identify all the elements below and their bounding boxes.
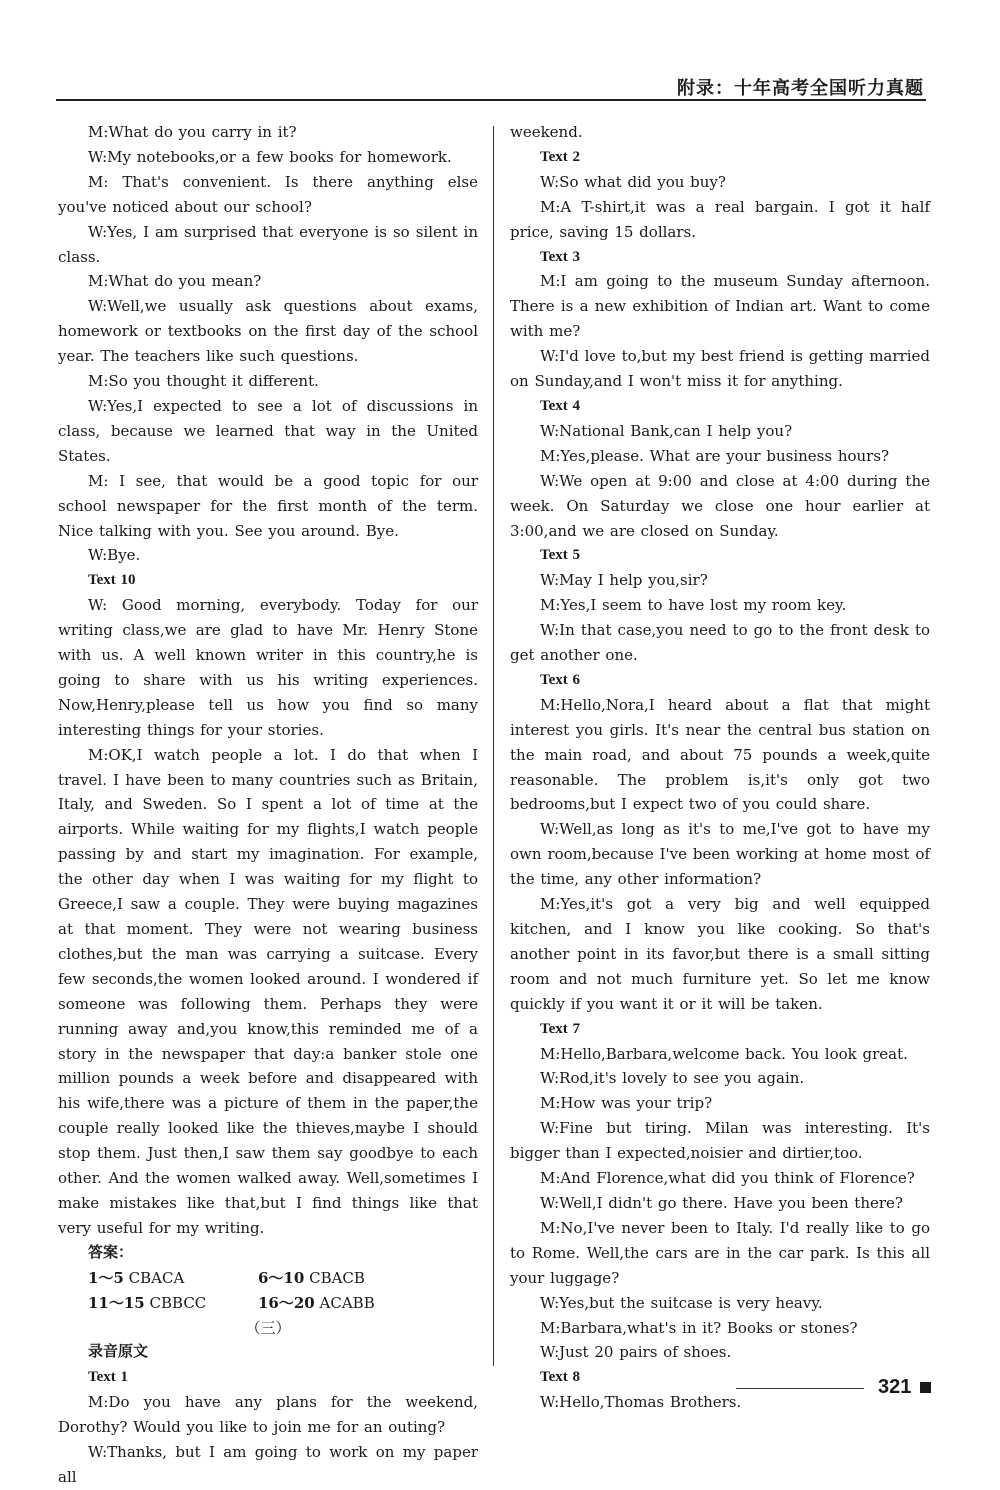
dialogue-line: M:OK,I watch people a lot. I do that when I travel. I have been to many countries such as Britain, Italy, and Sweden. So I spent a lot of time at the airports. While waiting for my flights,I watch people passing by and start my imagination. For example, the other day when I was waiting for my flight to Greece,I saw a couple. They were buying magazines at that moment. They were not wearing business clothes,but the man was carrying a suitcase. Every few seconds,the women looked around. I wondered if someone was following them. Perhaps they were running away and,you know,this reminded me of a story in the newspaper that day:a banker stole one million pounds a week before and disappeared with his wife,there was a picture of them in the paper,the couple really looked like the thieves,maybe I should stop them. Just then,I saw them say goodbye to each other. And the women walked away. Well,sometimes I make mistakes like that,but I find things like that very useful for my writing. bbox=[58, 745, 478, 1237]
section-heading: Text 4 bbox=[540, 397, 581, 414]
left-tail-paragraphs bbox=[58, 1316, 478, 1490]
dialogue-line: W:Well,as long as it's to me,I've got to have my own room,because I've been working at home most of the time, any other information? bbox=[510, 820, 930, 889]
dialogue-line: M:Hello,Nora,I heard about a flat that might interest you girls. It's near the central bus station on the main road, and about 75 pounds a week,quite reasonable. The problem is,it's only got two bedrooms,but I expect two of you could share. bbox=[510, 695, 930, 814]
dialogue-line: W:National Bank,can I help you? bbox=[540, 421, 793, 440]
header-rule bbox=[56, 99, 926, 101]
dialogue-line: M:And Florence,what did you think of Florence? bbox=[540, 1169, 915, 1188]
dialogue-line: M: I see, that would be a good topic for our school newspaper for the first month of the term. Nice talking with you. See you around. Bye. bbox=[58, 471, 478, 540]
dialogue-line: W:Well,we usually ask questions about exams, homework or textbooks on the first day of the school year. The teachers like such questions. bbox=[58, 297, 478, 366]
dialogue-line: M:Yes,it's got a very big and well equipped kitchen, and I know you like cooking. So that's another point in its favor,but there is a small sitting room and not much furniture yet. So let me know quickly if you want it or it will be taken. bbox=[510, 895, 930, 1013]
dialogue-line: M:Yes,I seem to have lost my room key. bbox=[540, 596, 847, 615]
answer-item bbox=[258, 1266, 365, 1291]
dialogue-line: M:Do you have any plans for the weekend, Dorothy? Would you like to join me for an outing? bbox=[58, 1393, 478, 1437]
section-heading: Text 6 bbox=[540, 671, 581, 688]
section-number: （三） bbox=[245, 1318, 291, 1337]
answer-value: CBACB bbox=[309, 1268, 365, 1287]
dialogue-line: M:A T-shirt,it was a real bargain. I got it half price, saving 15 dollars. bbox=[510, 197, 930, 241]
continued-line: weekend. bbox=[510, 123, 583, 141]
dialogue-line: W:My notebooks,or a few books for homework. bbox=[88, 147, 452, 166]
section-heading: 录音原文 bbox=[88, 1344, 149, 1361]
answer-row bbox=[58, 1266, 478, 1291]
dialogue-line: M:How was your trip? bbox=[540, 1094, 713, 1113]
section-heading: Text 8 bbox=[540, 1369, 581, 1386]
dialogue-line: W:I'd love to,but my best friend is getting married on Sunday,and I won't miss it for anything. bbox=[510, 347, 930, 391]
dialogue-line: M:Hello,Barbara,welcome back. You look great. bbox=[540, 1044, 908, 1063]
dialogue-line: W:Yes, I am surprised that everyone is so silent in class. bbox=[58, 222, 478, 266]
dialogue-line: W:Thanks, but I am going to work on my paper all bbox=[58, 1443, 478, 1486]
dialogue-line: W:In that case,you need to go to the front desk to get another one. bbox=[510, 621, 930, 665]
answer-item bbox=[258, 1291, 375, 1316]
running-header: 附录：十年高考全国听力真题 bbox=[677, 78, 924, 99]
dialogue-line: M:Barbara,what's in it? Books or stones? bbox=[540, 1318, 858, 1337]
section-heading: Text 7 bbox=[540, 1020, 581, 1037]
dialogue-line: W:Rod,it's lovely to see you again. bbox=[540, 1069, 805, 1088]
answer-row bbox=[58, 1291, 478, 1316]
answer-range: 6～10 bbox=[258, 1268, 305, 1287]
answer-range: 11～15 bbox=[88, 1293, 145, 1312]
dialogue-line: W:Bye. bbox=[88, 546, 141, 565]
answer-value: ACABB bbox=[319, 1293, 375, 1312]
page-number: 321 bbox=[878, 1376, 912, 1398]
dialogue-line: W:Yes,I expected to see a lot of discussions in class, because we learned that way in the United States. bbox=[58, 396, 478, 465]
dialogue-line: M:No,I've never been to Italy. I'd really like to go to Rome. Well,the cars are in the car park. Is this all your luggage? bbox=[510, 1218, 930, 1287]
dialogue-line: W:Yes,but the suitcase is very heavy. bbox=[540, 1293, 823, 1312]
section-heading: Text 2 bbox=[540, 148, 581, 165]
right-paragraphs bbox=[510, 120, 930, 1415]
section-heading: Text 5 bbox=[540, 547, 581, 564]
dialogue-line: M:What do you carry in it? bbox=[88, 123, 297, 141]
dialogue-line: W:May I help you,sir? bbox=[540, 571, 708, 590]
dialogue-line: W:Fine but tiring. Milan was interesting. It's bigger than I expected,noisier and dirtier,too. bbox=[510, 1119, 930, 1163]
section-heading: Text 1 bbox=[88, 1369, 129, 1386]
answer-range: 16～20 bbox=[258, 1293, 315, 1312]
dialogue-line: W: Good morning, everybody. Today for our writing class,we are glad to have Mr. Henry Stone with us. A well known writer in this country,he is going to share with us his writing experiences. Now,Henry,please tell us how you find so many interesting things for your stories. bbox=[58, 596, 478, 739]
answer-value: CBACA bbox=[128, 1268, 185, 1287]
dialogue-line: M:I am going to the museum Sunday afternoon. There is a new exhibition of Indian art. Want to come with me? bbox=[510, 272, 930, 341]
section-heading: Text 10 bbox=[88, 572, 136, 589]
answer-item bbox=[88, 1266, 258, 1291]
dialogue-line: W:Just 20 pairs of shoes. bbox=[540, 1343, 732, 1362]
dialogue-line: M: That's convenient. Is there anything else you've noticed about our school? bbox=[58, 172, 478, 216]
answer-item bbox=[88, 1291, 258, 1316]
section-heading: 答案： bbox=[88, 1244, 134, 1261]
dialogue-line: W:We open at 9:00 and close at 4:00 during the week. On Saturday we close one hour earlier at 3:00,and we are closed on Sunday. bbox=[510, 471, 930, 540]
section-heading: Text 3 bbox=[540, 248, 581, 265]
footer-rule bbox=[736, 1388, 864, 1389]
dialogue-line: W:Well,I didn't go there. Have you been there? bbox=[540, 1193, 903, 1212]
answer-value: CBBCC bbox=[149, 1293, 207, 1312]
dialogue-line: M:So you thought it different. bbox=[88, 372, 319, 391]
page-marker-square bbox=[920, 1382, 931, 1393]
left-paragraphs bbox=[58, 120, 478, 1266]
dialogue-line: W:Hello,Thomas Brothers. bbox=[540, 1393, 742, 1412]
dialogue-line: M:Yes,please. What are your business hours? bbox=[540, 446, 890, 465]
answer-range: 1～5 bbox=[88, 1268, 124, 1287]
dialogue-line: W:So what did you buy? bbox=[540, 172, 726, 191]
column-divider bbox=[493, 126, 494, 1366]
dialogue-line: M:What do you mean? bbox=[88, 272, 262, 291]
left-column bbox=[58, 120, 478, 1486]
